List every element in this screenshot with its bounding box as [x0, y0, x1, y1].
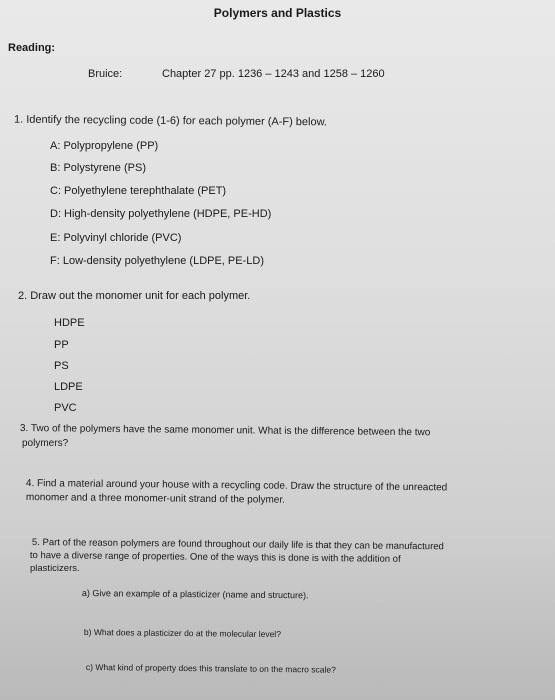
- reading-label: Reading:: [8, 42, 56, 54]
- q1-item-d: D: High-density polyethylene (HDPE, PE-HD): [50, 208, 272, 220]
- question-5c: c) What kind of property does this translate to on the macro scale?: [85, 662, 336, 675]
- q2-item-ldpe: LDPE: [54, 381, 83, 393]
- question-4-line1: 4. Find a material around your house with a recycling code. Draw the structure of the unreacted: [25, 478, 448, 494]
- question-5-line3: plasticizers.: [30, 563, 80, 574]
- q2-item-pp: PP: [54, 339, 69, 351]
- question-3-line2: polymers?: [22, 438, 69, 449]
- question-5b: b) What does a plasticizer do at the molecular level?: [83, 627, 282, 640]
- q1-item-a: A: Polypropylene (PP): [50, 140, 159, 152]
- question-1-prompt: 1. Identify the recycling code (1-6) for each polymer (A-F) below.: [13, 113, 328, 129]
- q1-item-c: C: Polyethylene terephthalate (PET): [50, 185, 227, 197]
- question-5-line1: 5. Part of the reason polymers are found throughout our daily life is that they can be manufactured: [31, 537, 444, 553]
- question-2-prompt: 2. Draw out the monomer unit for each polymer.: [18, 290, 251, 302]
- reading-chapter: Chapter 27 pp. 1236 – 1243 and 1258 – 1260: [162, 68, 385, 80]
- reading-source: Bruice:: [88, 68, 123, 80]
- page-title: Polymers and Plastics: [213, 6, 342, 20]
- q1-item-b: B: Polystyrene (PS): [50, 162, 146, 174]
- question-5-line2: to have a diverse range of properties. One of the ways this is done is with the addition of: [29, 550, 401, 565]
- q2-item-pvc: PVC: [54, 402, 77, 414]
- q1-item-f: F: Low-density polyethylene (LDPE, PE-LD): [50, 255, 264, 267]
- q2-item-ps: PS: [54, 360, 69, 372]
- q2-item-hdpe: HDPE: [54, 317, 85, 329]
- q1-item-e: E: Polyvinyl chloride (PVC): [50, 232, 182, 244]
- question-5a: a) Give an example of a plasticizer (name and structure).: [81, 588, 309, 601]
- question-3-line1: 3. Two of the polymers have the same monomer unit. What is the difference between the two: [19, 423, 431, 439]
- question-4-line2: monomer and a three monomer-unit strand of the polymer.: [25, 492, 286, 506]
